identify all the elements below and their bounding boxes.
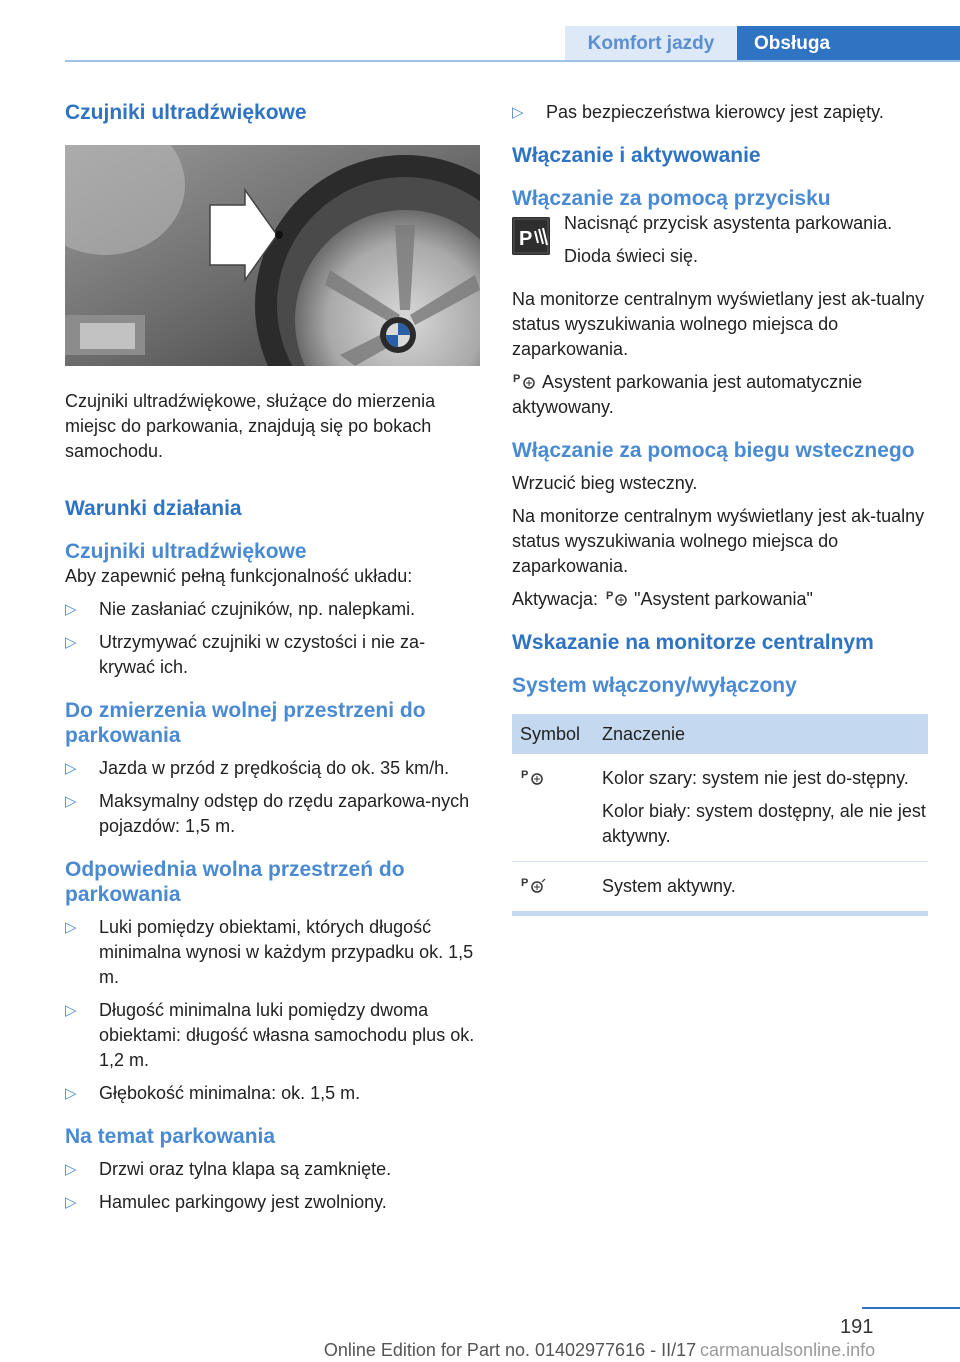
table-row [512, 862, 928, 912]
suitable-list [65, 915, 480, 1106]
footer-edition: Online Edition for Part no. 01402977616 - II/17 [323, 1340, 697, 1360]
svg-text:P: P [513, 373, 521, 385]
parking-list [65, 1157, 480, 1215]
list-item: ▷ Utrzymywać czujniki w czystości i nie za-krywać ich. [65, 632, 426, 677]
heading-switch-on: Włączanie i aktywowanie [512, 144, 761, 167]
header-divider [65, 60, 960, 62]
svg-text:P: P [519, 228, 533, 250]
heading-parking: Na temat parkowania [65, 1125, 276, 1148]
table-row [512, 754, 928, 862]
list-item: ▷ Długość minimalna luki pomiędzy dwoma obiektami: długość własna samochodu plus ok. 1,2 m. [65, 1000, 475, 1070]
list-item: ▷ Jazda w przód z prędkością do ok. 35 km/h. [65, 756, 480, 781]
list-item: ▷ Luki pomiędzy obiektami, których długość minimalna wynosi w każdym przypadku ok. 1,5 m. [65, 917, 474, 987]
table-cell-symbol [512, 862, 602, 912]
left-column [65, 100, 480, 1215]
paragraph-press-button: Nacisnąć przycisk asystenta parkowania. [564, 213, 893, 233]
heading-reverse: Włączanie za pomocą biegu wstecznego [512, 439, 915, 462]
symbol-table [512, 714, 928, 911]
heading-sensors: Czujniki ultradźwiękowe [65, 101, 307, 124]
paragraph-monitor-status-1: Na monitorze centralnym wyświetlany jest ak-tualny status wyszukiwania wolnego miejsca do zaparkowania. [512, 289, 925, 359]
paragraph-full-function: Aby zapewnić pełną funkcjonalność układu: [65, 566, 413, 586]
page-header [0, 0, 960, 62]
park-assist-active-icon [520, 876, 546, 894]
right-column [512, 100, 928, 916]
park-assist-icon [520, 768, 546, 786]
page-number-divider [862, 1307, 960, 1309]
watermark: carmanualsonline.info [700, 1340, 876, 1360]
measure-list [65, 756, 480, 839]
park-assist-icon [603, 589, 629, 607]
svg-text:P: P [521, 877, 529, 889]
heading-button: Włączanie za pomocą przycisku [512, 187, 831, 210]
list-item: ▷ Hamulec parkingowy jest zwolniony. [65, 1190, 480, 1215]
paragraph-monitor-status-2: Na monitorze centralnym wyświetlany jest ak-tualny status wyszukiwania wolnego miejsca do zaparkowania. [512, 506, 925, 576]
triangle-bullet-icon: ▷ [65, 1194, 77, 1211]
svg-text:P: P [521, 769, 529, 781]
table-header-meaning: Znaczenie [602, 714, 928, 754]
parking-button-instruction [512, 211, 928, 269]
triangle-bullet-icon: ▷ [65, 1085, 77, 1102]
triangle-bullet-icon: ▷ [512, 104, 524, 121]
paragraph-led: Dioda świeci się. [564, 246, 699, 266]
triangle-bullet-icon: ▷ [65, 634, 77, 651]
tab-obsluga[interactable]: Obsługa [737, 26, 960, 62]
triangle-bullet-icon: ▷ [65, 1161, 77, 1178]
sensor-photo [65, 145, 480, 366]
heading-central-monitor: Wskazanie na monitorze centralnym [512, 631, 874, 654]
heading-sensors-sub: Czujniki ultradźwiękowe [65, 540, 307, 563]
table-cell-meaning: System aktywny. [602, 876, 736, 896]
sensor-caption: Czujniki ultradźwiękowe, służące do mierzenia miejsc do parkowania, znajdują się po bokach samochodu. [65, 391, 436, 461]
table-cell-symbol [512, 754, 602, 862]
svg-text:P: P [606, 590, 614, 602]
sensor-list [65, 597, 480, 680]
tab-komfort-jazdy[interactable]: Komfort jazdy [565, 26, 737, 62]
park-assist-icon [512, 372, 538, 390]
heading-measure: Do zmierzenia wolnej przestrzeni do parkowania [65, 699, 426, 747]
seatbelt-list [512, 100, 928, 125]
triangle-bullet-icon: ▷ [65, 919, 77, 936]
heading-conditions: Warunki działania [65, 497, 242, 520]
table-bottom-border [512, 911, 928, 916]
heading-suitable: Odpowiednia wolna przestrzeń do parkowania [65, 858, 405, 906]
list-item: ▷ Głębokość minimalna: ok. 1,5 m. [65, 1081, 480, 1106]
list-item: ▷ Maksymalny odstęp do rzędu zaparkowa-nych pojazdów: 1,5 m. [65, 791, 470, 836]
table-header-symbol: Symbol [512, 714, 602, 754]
paragraph-activation: Aktywacja: P "Asystent parkowania" [512, 589, 813, 609]
triangle-bullet-icon: ▷ [65, 760, 77, 777]
table-cell-meaning: Kolor szary: system nie jest do-stępny. Kolor biały: system dostępny, ale nie jest aktywny. [602, 754, 928, 862]
heading-system-on-off: System włączony/wyłączony [512, 674, 797, 697]
paragraph-reverse: Wrzucić bieg wsteczny. [512, 473, 698, 493]
list-item: ▷ Drzwi oraz tylna klapa są zamknięte. [65, 1157, 480, 1182]
triangle-bullet-icon: ▷ [65, 601, 77, 618]
list-item: ▷ Nie zasłaniać czujników, np. nalepkami. [65, 597, 480, 622]
triangle-bullet-icon: ▷ [65, 1002, 77, 1019]
triangle-bullet-icon: ▷ [65, 793, 77, 810]
page-number: 191 [840, 1316, 874, 1338]
park-assist-button-icon [512, 217, 550, 255]
list-item: ▷ Pas bezpieczeństwa kierowcy jest zapięty. [512, 100, 928, 125]
paragraph-auto-activated: P Asystent parkowania jest automatycznie aktywowany. [512, 372, 863, 417]
